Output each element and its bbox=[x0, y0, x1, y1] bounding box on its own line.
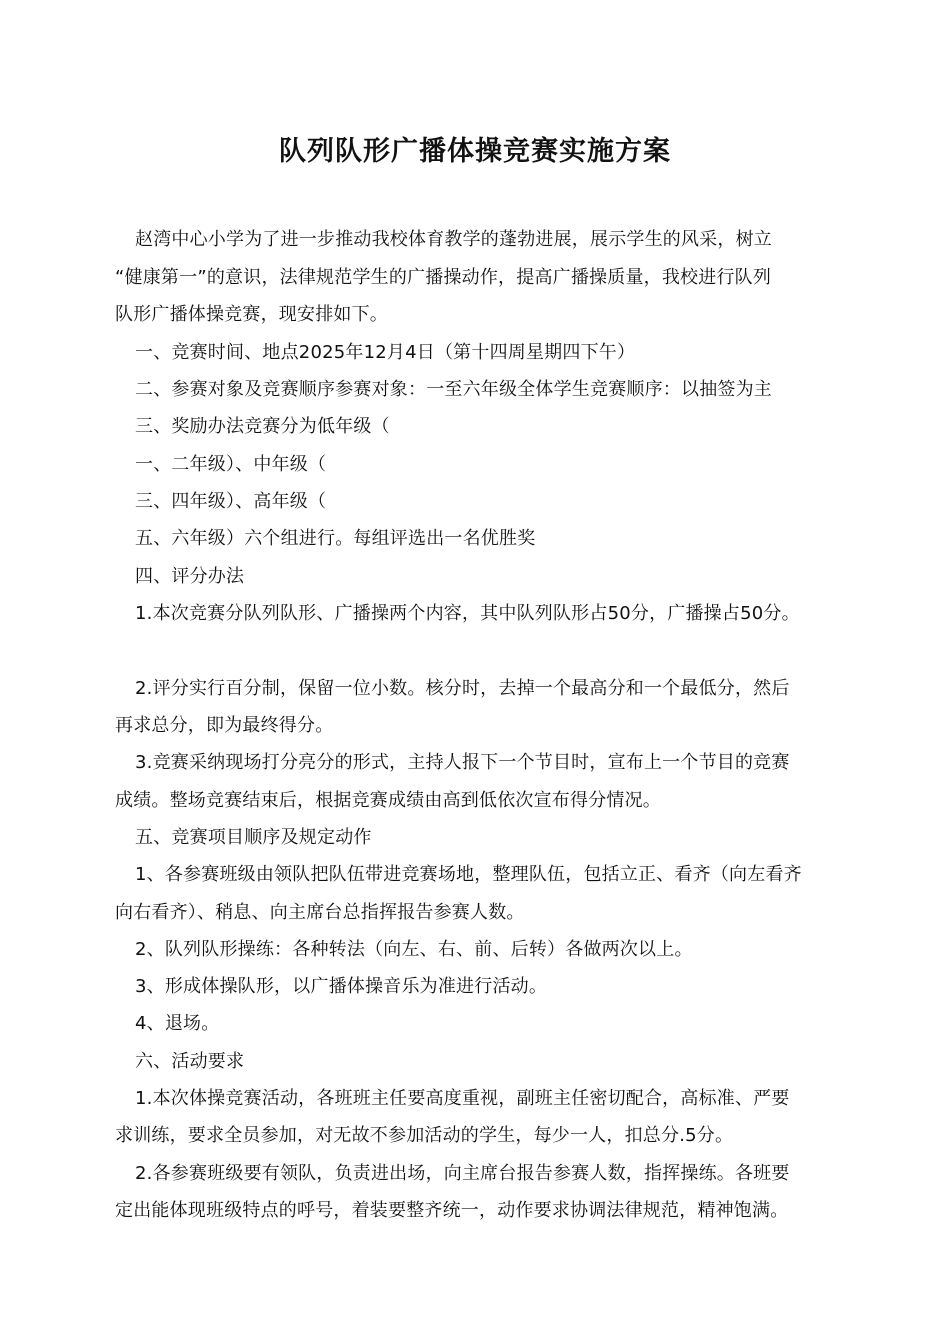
section-heading-requirements: 六、活动要求 bbox=[135, 1051, 245, 1072]
procedure-item-3: 3、形成体操队形，以广播体操音乐为准进行活动。 bbox=[135, 976, 548, 997]
paragraph-line-intro-2: “健康第一”的意识，法律规范学生的广播操动作，提高广播操质量，我校进行队列 bbox=[115, 267, 772, 288]
section-line-awards: 三、奖励办法竞赛分为低年级（ bbox=[135, 416, 390, 437]
document-title: 队列队形广播体操竞赛实施方案 bbox=[279, 136, 671, 167]
section-line-awards-2: 一、二年级）、中年级（ bbox=[135, 454, 327, 475]
requirement-item-2-line-2: 定出能体现班级特点的呼号，着装要整齐统一，动作要求协调法律规范，精神饱满。 bbox=[115, 1200, 789, 1221]
paragraph-line-intro-3: 队形广播体操竞赛，现安排如下。 bbox=[115, 304, 388, 325]
scoring-item-1: 1.本次竞赛分队列队形、广播操两个内容，其中队列队形占50分，广播操占50分。 bbox=[135, 603, 800, 624]
procedure-item-1-line-2: 向右看齐）、稍息、向主席台总指挥报告参赛人数。 bbox=[115, 902, 525, 923]
procedure-item-1-line-1: 1、各参赛班级由领队把队伍带进竞赛场地，整理队伍，包括立正、看齐（向左看齐 bbox=[135, 864, 802, 885]
section-heading-scoring: 四、评分办法 bbox=[135, 566, 245, 587]
requirement-item-1-line-1: 1.本次体操竞赛活动，各班班主任要高度重视，副班主任密切配合，高标准、严要 bbox=[135, 1088, 790, 1109]
paragraph-line-intro-1: 赵湾中心小学为了进一步推动我校体育教学的蓬勃进展，展示学生的风采，树立 bbox=[135, 229, 772, 250]
scoring-item-3-line-2: 成绩。整场竞赛结束后，根据竞赛成绩由高到低依次宣布得分情况。 bbox=[115, 790, 661, 811]
scoring-item-2-line-2: 再求总分，即为最终得分。 bbox=[115, 715, 334, 736]
section-heading-procedure: 五、竞赛项目顺序及规定动作 bbox=[135, 827, 372, 848]
scoring-item-2-line-1: 2.评分实行百分制，保留一位小数。核分时，去掉一个最高分和一个最低分，然后 bbox=[135, 678, 790, 699]
section-line-participants: 二、参赛对象及竞赛顺序参赛对象：一至六年级全体学生竞赛顺序：以抽签为主 bbox=[135, 379, 772, 400]
requirement-item-2-line-1: 2.各参赛班级要有领队，负责进出场，向主席台报告参赛人数，指挥操练。各班要 bbox=[135, 1163, 790, 1184]
procedure-item-4: 4、退场。 bbox=[135, 1013, 220, 1034]
procedure-item-2: 2、队列队形操练：各种转法（向左、右、前、后转）各做两次以上。 bbox=[135, 939, 693, 960]
section-line-time-place: 一、竞赛时间、地点2025年12月4日（第十四周星期四下午） bbox=[135, 342, 636, 363]
scoring-item-3-line-1: 3.竞赛采纳现场打分亮分的形式，主持人报下一个节目时，宣布上一个节目的竞赛 bbox=[135, 752, 790, 773]
section-line-awards-4: 五、六年级）六个组进行。每组评选出一名优胜奖 bbox=[135, 528, 536, 549]
requirement-item-1-line-2: 求训练，要求全员参加，对无故不参加活动的学生，每少一人，扣总分.5分。 bbox=[115, 1125, 734, 1146]
section-line-awards-3: 三、四年级）、高年级（ bbox=[135, 491, 327, 512]
